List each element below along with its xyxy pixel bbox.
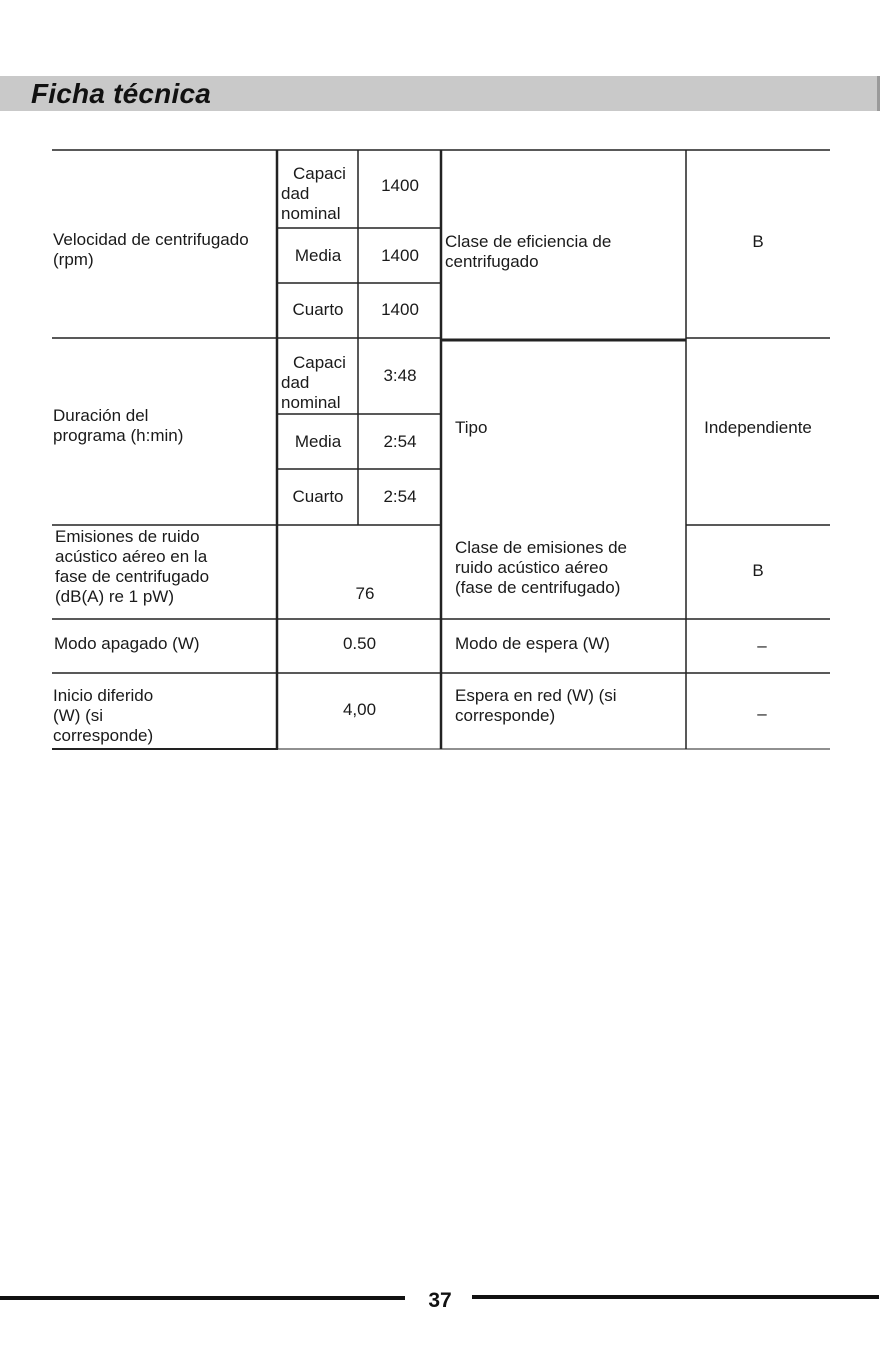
spin-speed-value-half: 1400 [381, 246, 419, 265]
noise-emission-value: 76 [355, 584, 375, 603]
off-mode-value: 0.50 [342, 634, 377, 653]
spin-speed-load-quarter: Cuarto [292, 300, 344, 319]
program-duration-label: Duración del programa (h:min) [53, 406, 184, 445]
noise-emission-label: Emisiones de ruido acústico aéreo en la fase de centrifugado (dB(A) re 1 pW) [55, 527, 210, 606]
spin-efficiency-class-label: Clase de eficiencia de centrifugado [445, 232, 612, 271]
spin-speed-value-rated: 1400 [381, 176, 419, 195]
page-title: Ficha técnica [31, 78, 212, 109]
standby-mode-value: – [757, 636, 767, 655]
duration-load-rated: Capaci dad nominal [281, 353, 346, 412]
networked-standby-value: – [757, 704, 767, 723]
duration-value-half: 2:54 [383, 432, 417, 451]
spin-speed-load-half: Media [294, 246, 342, 265]
duration-load-quarter: Cuarto [292, 487, 344, 506]
off-mode-label: Modo apagado (W) [54, 634, 200, 653]
duration-load-half: Media [294, 432, 342, 451]
page-number: 37 [428, 1289, 452, 1312]
spin-efficiency-class-value: B [752, 232, 764, 251]
duration-value-quarter: 2:54 [383, 487, 417, 506]
noise-class-label: Clase de emisiones de ruido acústico aéreo (fase de centrifugado) [455, 538, 627, 597]
delay-start-value: 4,00 [342, 700, 377, 719]
spin-speed-value-quarter: 1400 [381, 300, 419, 319]
spin-speed-load-rated: Capaci dad nominal [281, 164, 346, 223]
appliance-type-label: Tipo [455, 418, 488, 437]
delay-start-label: Inicio diferido (W) (si corresponde) [53, 686, 154, 745]
noise-class-value: B [752, 561, 764, 580]
standby-mode-label: Modo de espera (W) [455, 634, 610, 653]
networked-standby-label: Espera en red (W) (si corresponde) [455, 686, 617, 725]
spin-speed-label: Velocidad de centrifugado (rpm) [53, 230, 249, 269]
duration-value-rated: 3:48 [383, 366, 417, 385]
appliance-type-value: Independiente [704, 418, 812, 437]
